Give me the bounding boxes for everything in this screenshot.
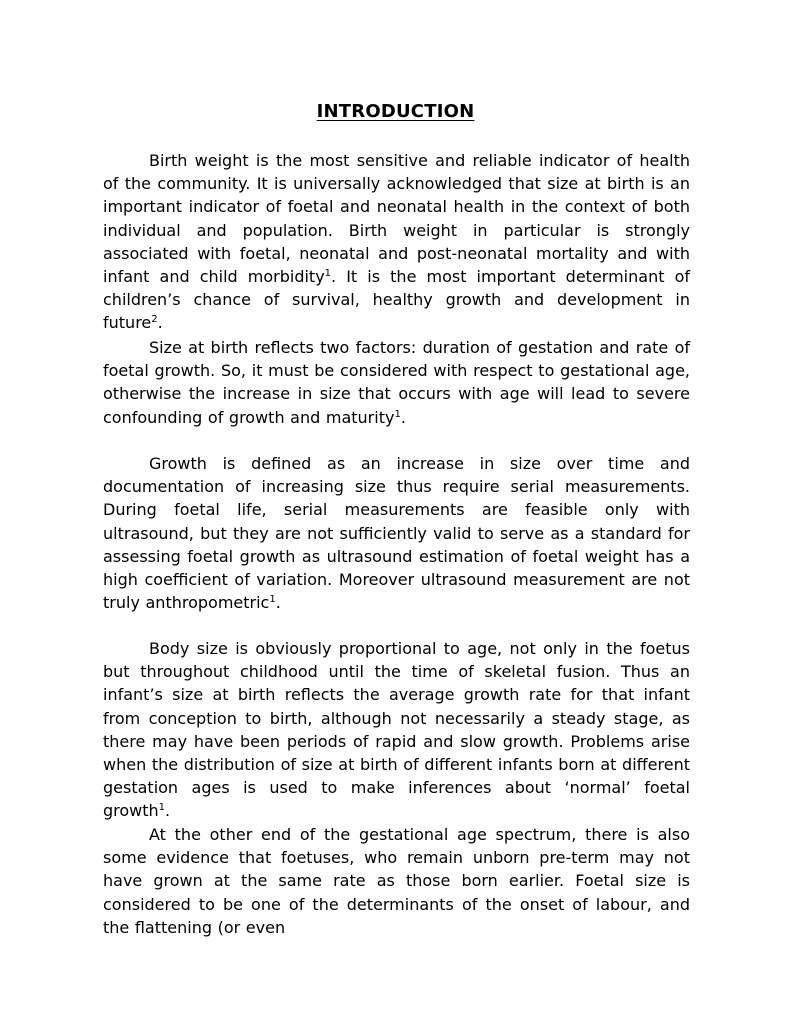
paragraph-text: Body size is obviously proportional to age, not only in the foetus but throughout childhood until the time of skeletal fusion. Thus an infant’s size at birth reflects the average growth rate for that infant from conception to birth, although not necessarily a steady stage, as there may have been periods of rapid and slow growth. Problems arise when the distribution of size at birth of different infants born at different gestation ages is used to make inferences about ‘normal’ foetal growth (103, 639, 690, 821)
citation-superscript: 2 (151, 314, 158, 326)
paragraph-text: . (275, 593, 281, 613)
paragraph-text: Growth is defined as an increase in size over time and documentation of increasing size thus require serial measurements. During foetal life, serial measurements are feasible only with ultrasound, but they are not sufficiently valid to serve as a standard for assessing foetal growth as ultrasound estimation of foetal weight has a high coefficient of variation. Moreover ultrasound measurement are not truly anthropometric (103, 454, 690, 613)
paragraph-text: Size at birth reflects two factors: duration of gestation and rate of foetal growth. So, it must be considered with respect to gestational age, otherwise the increase in size that occurs with age will lead to severe confounding of growth and maturity (103, 338, 690, 427)
paragraph-size-at-birth (103, 336, 690, 429)
citation-superscript: 1 (324, 268, 332, 280)
citation-superscript: 1 (269, 594, 276, 606)
paragraph-body-size (103, 637, 690, 823)
paragraph-text: . It is the most important determinant of children’s chance of survival, healthy growth and development in future (103, 267, 690, 333)
citation-superscript: 1 (394, 408, 401, 420)
page-title: INTRODUCTION (316, 101, 475, 122)
paragraph-text: . (400, 407, 406, 427)
paragraph-text: . (165, 801, 171, 821)
paragraph-text: Birth weight is the most sensitive and reliable indicator of health of the community. It is universally acknowledged that size at birth is an important indicator of foetal and neonatal health in the context of both individual and population. Birth weight in particular is strongly associated with foetal, neonatal and post-neonatal mortality and with infant and child morbidity (103, 151, 690, 287)
paragraph-gestational-spectrum (103, 823, 690, 939)
paragraph-birth-weight (103, 149, 690, 335)
paragraph-text: . (157, 313, 163, 333)
paragraph-text: At the other end of the gestational age spectrum, there is also some evidence that foetuses, who remain unborn pre-term may not have grown at the same rate as those born earlier. Foetal size is considered to be one of the determinants of the onset of labour, and the flattening (or even (103, 825, 690, 937)
paragraph-growth-definition (103, 452, 690, 614)
citation-superscript: 1 (158, 802, 166, 814)
